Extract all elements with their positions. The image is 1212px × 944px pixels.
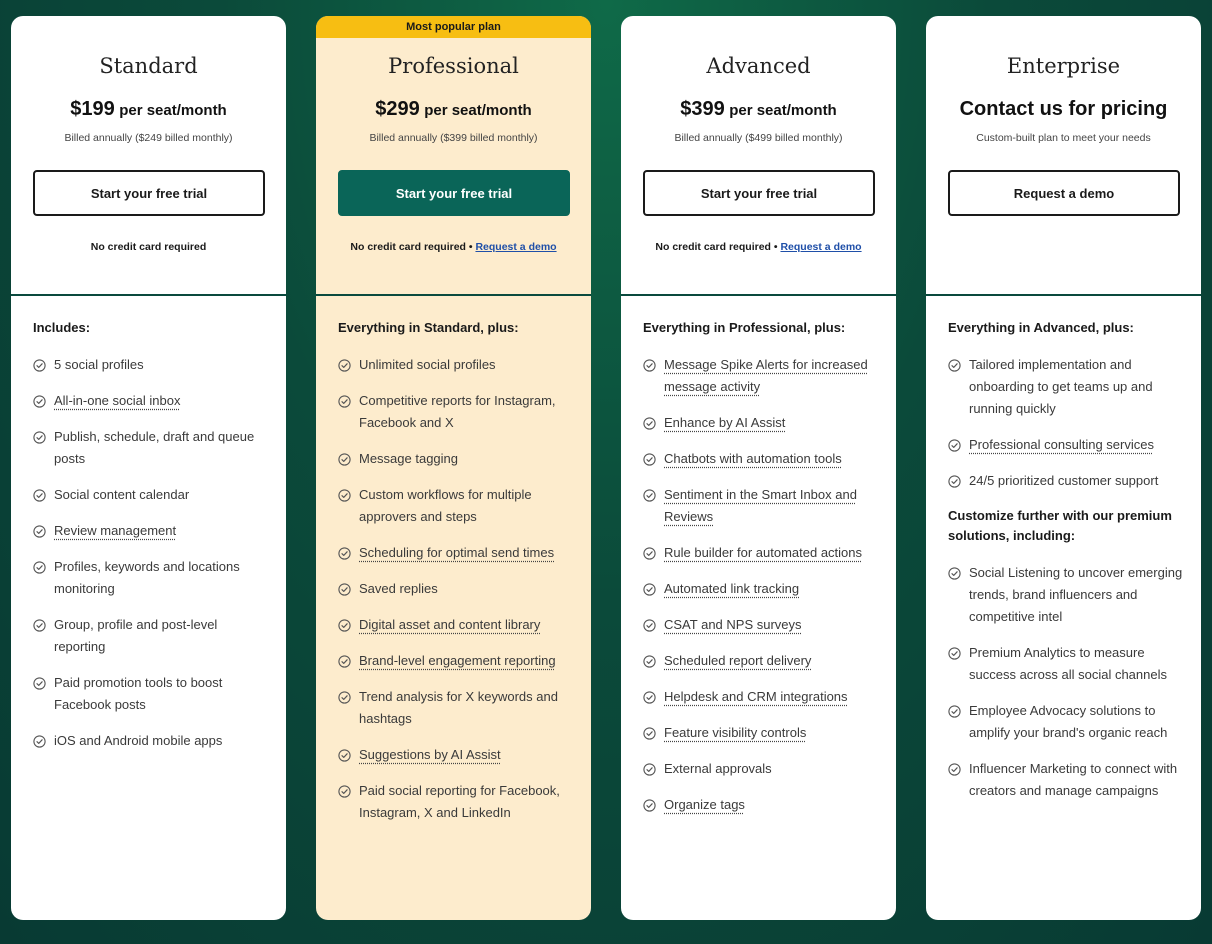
feature-item [338,354,577,376]
feature-item [643,542,882,564]
plan-name: Standard [99,54,198,78]
feature-list [338,354,577,824]
premium-list [948,562,1187,802]
feature-list [948,354,1187,492]
feature-item [948,354,1187,420]
feature-label: 24/5 prioritized customer support [969,473,1159,488]
feature-item [643,650,882,672]
feature-heading: Everything in Advanced, plus: [948,320,1134,335]
price-amount: $299 [375,98,420,120]
check-circle-icon [338,655,351,668]
feature-label[interactable]: Brand-level engagement reporting [359,653,556,668]
feature-label: Paid social reporting for Facebook, Instagram, X and LinkedIn [359,783,560,820]
feature-label[interactable]: Review management [54,523,177,538]
feature-item [338,390,577,434]
feature-item [643,412,882,434]
feature-item [338,484,577,528]
feature-label: Profiles, keywords and locations monitoring [54,559,240,596]
feature-label[interactable]: Professional consulting services [969,437,1154,452]
feature-label[interactable]: Sentiment in the Smart Inbox and Reviews [664,487,857,524]
check-circle-icon [33,359,46,372]
feature-label[interactable]: Digital asset and content library [359,617,541,632]
plan-name: Professional [388,54,519,78]
check-circle-icon [338,547,351,560]
feature-section [338,318,577,838]
feature-item [948,562,1187,628]
check-circle-icon [338,489,351,502]
feature-item [338,614,577,636]
feature-label: Social content calendar [54,487,190,502]
plan-price [11,98,286,121]
check-circle-icon [338,395,351,408]
check-circle-icon [338,619,351,632]
feature-list [643,354,882,816]
plan-name: Advanced [706,54,811,78]
feature-label[interactable]: Rule builder for automated actions [664,545,863,560]
no-credit-card-note [316,241,591,253]
plan-card-advanced [621,16,896,920]
feature-label: External approvals [664,761,772,776]
plan-card-professional [316,16,591,920]
feature-label[interactable]: Scheduling for optimal send times [359,545,555,560]
feature-item [33,390,272,412]
feature-section [643,318,882,830]
feature-label[interactable]: Helpdesk and CRM integrations [664,689,848,704]
feature-item [948,700,1187,744]
feature-item [338,448,577,470]
feature-label: Trend analysis for X keywords and hashtags [359,689,558,726]
check-circle-icon [948,705,961,718]
feature-label[interactable]: Suggestions by AI Assist [359,747,501,762]
feature-section [33,318,272,766]
feature-item [643,722,882,744]
feature-item [33,484,272,506]
plan-card-standard [11,16,286,920]
check-circle-icon [33,525,46,538]
feature-label: Tailored implementation and onboarding to get teams up and running quickly [969,357,1153,416]
feature-item [338,578,577,600]
feature-heading: Includes: [33,320,91,335]
note-text: No credit card required • [655,241,778,253]
divider [926,294,1201,296]
feature-item [643,614,882,636]
check-circle-icon [643,489,656,502]
no-credit-card-note [621,241,896,253]
check-circle-icon [338,749,351,762]
check-circle-icon [33,619,46,632]
feature-item [643,578,882,600]
start-free-trial-button[interactable]: Start your free trial [338,170,570,216]
feature-label: Custom workflows for multiple approvers and steps [359,487,532,524]
feature-label[interactable]: Enhance by AI Assist [664,415,786,430]
feature-item [338,542,577,564]
feature-item [33,556,272,600]
billing-note: Billed annually ($399 billed monthly) [369,132,538,144]
feature-item [948,758,1187,802]
feature-label[interactable]: Automated link tracking [664,581,800,596]
feature-label: Message tagging [359,451,459,466]
price-unit: per seat/month [729,102,837,119]
feature-list [33,354,272,752]
feature-label: Employee Advocacy solutions to amplify your brand's organic reach [969,703,1168,740]
feature-label[interactable]: Message Spike Alerts for increased message activity [664,357,868,394]
feature-item [338,744,577,766]
feature-label: Premium Analytics to measure success across all social channels [969,645,1167,682]
start-free-trial-button[interactable]: Start your free trial [33,170,265,216]
feature-label[interactable]: Feature visibility controls [664,725,807,740]
price-unit: per seat/month [119,102,227,119]
check-circle-icon [338,453,351,466]
feature-label: Unlimited social profiles [359,357,496,372]
feature-label[interactable]: Organize tags [664,797,745,812]
check-circle-icon [33,561,46,574]
feature-label: 5 social profiles [54,357,144,372]
feature-item [643,758,882,780]
check-circle-icon [643,453,656,466]
feature-item [338,780,577,824]
check-circle-icon [33,489,46,502]
check-circle-icon [643,583,656,596]
price-unit: per seat/month [424,102,532,119]
feature-item [948,470,1187,492]
feature-item [948,434,1187,456]
feature-item [338,650,577,672]
feature-label[interactable]: Chatbots with automation tools [664,451,842,466]
check-circle-icon [338,785,351,798]
feature-label: Publish, schedule, draft and queue posts [54,429,255,466]
start-free-trial-button[interactable]: Start your free trial [643,170,875,216]
check-circle-icon [643,655,656,668]
check-circle-icon [33,395,46,408]
billing-note: Billed annually ($249 billed monthly) [64,132,233,144]
feature-item [643,686,882,708]
check-circle-icon [643,359,656,372]
check-circle-icon [643,417,656,430]
feature-item [643,484,882,528]
check-circle-icon [643,547,656,560]
feature-item [643,794,882,816]
check-circle-icon [643,619,656,632]
check-circle-icon [948,763,961,776]
check-circle-icon [643,691,656,704]
feature-label: Group, profile and post-level reporting [54,617,218,654]
feature-item [948,642,1187,686]
check-circle-icon [643,763,656,776]
most-popular-banner: Most popular plan [316,16,591,38]
feature-label[interactable]: CSAT and NPS surveys [664,617,802,632]
divider [316,294,591,296]
feature-label[interactable]: All-in-one social inbox [54,393,181,408]
feature-label: Social Listening to uncover emerging trends, brand influencers and competitive intel [969,565,1183,624]
feature-item [33,730,272,752]
plan-price [621,98,896,121]
feature-label: Competitive reports for Instagram, Facebook and X [359,393,556,430]
premium-heading: Customize further with our premium solutions, including: [948,508,1172,543]
plan-card-enterprise [926,16,1201,920]
no-credit-card-note: No credit card required [90,241,207,253]
feature-label: Influencer Marketing to connect with creators and manage campaigns [969,761,1178,798]
billing-note: Billed annually ($499 billed monthly) [674,132,843,144]
check-circle-icon [948,647,961,660]
feature-item [33,426,272,470]
request-demo-link[interactable]: Request a demo [780,241,862,253]
check-circle-icon [948,439,961,452]
check-circle-icon [33,677,46,690]
divider [11,294,286,296]
note-text: No credit card required • [350,241,473,253]
feature-heading: Everything in Standard, plus: [338,320,519,335]
divider [621,294,896,296]
feature-label[interactable]: Scheduled report delivery [664,653,812,668]
feature-heading: Everything in Professional, plus: [643,320,846,335]
plan-price [316,98,591,121]
check-circle-icon [948,475,961,488]
feature-item [33,672,272,716]
check-circle-icon [338,583,351,596]
feature-label: Paid promotion tools to boost Facebook posts [54,675,223,712]
contact-pricing: Contact us for pricing [959,98,1168,120]
feature-item [643,448,882,470]
price-amount: $399 [680,98,725,120]
feature-item [33,614,272,658]
request-demo-button[interactable]: Request a demo [948,170,1180,216]
feature-label: Saved replies [359,581,438,596]
plan-subtitle: Custom-built plan to meet your needs [976,132,1151,144]
feature-item [338,686,577,730]
check-circle-icon [33,735,46,748]
check-circle-icon [338,691,351,704]
feature-item [33,520,272,542]
feature-item [643,354,882,398]
feature-item [33,354,272,376]
plan-price [926,98,1201,121]
feature-label: iOS and Android mobile apps [54,733,223,748]
check-circle-icon [948,567,961,580]
check-circle-icon [948,359,961,372]
check-circle-icon [338,359,351,372]
price-amount: $199 [70,98,115,120]
check-circle-icon [643,799,656,812]
check-circle-icon [643,727,656,740]
feature-section [948,318,1187,816]
plan-name: Enterprise [1006,54,1121,78]
check-circle-icon [33,431,46,444]
request-demo-link[interactable]: Request a demo [475,241,557,253]
